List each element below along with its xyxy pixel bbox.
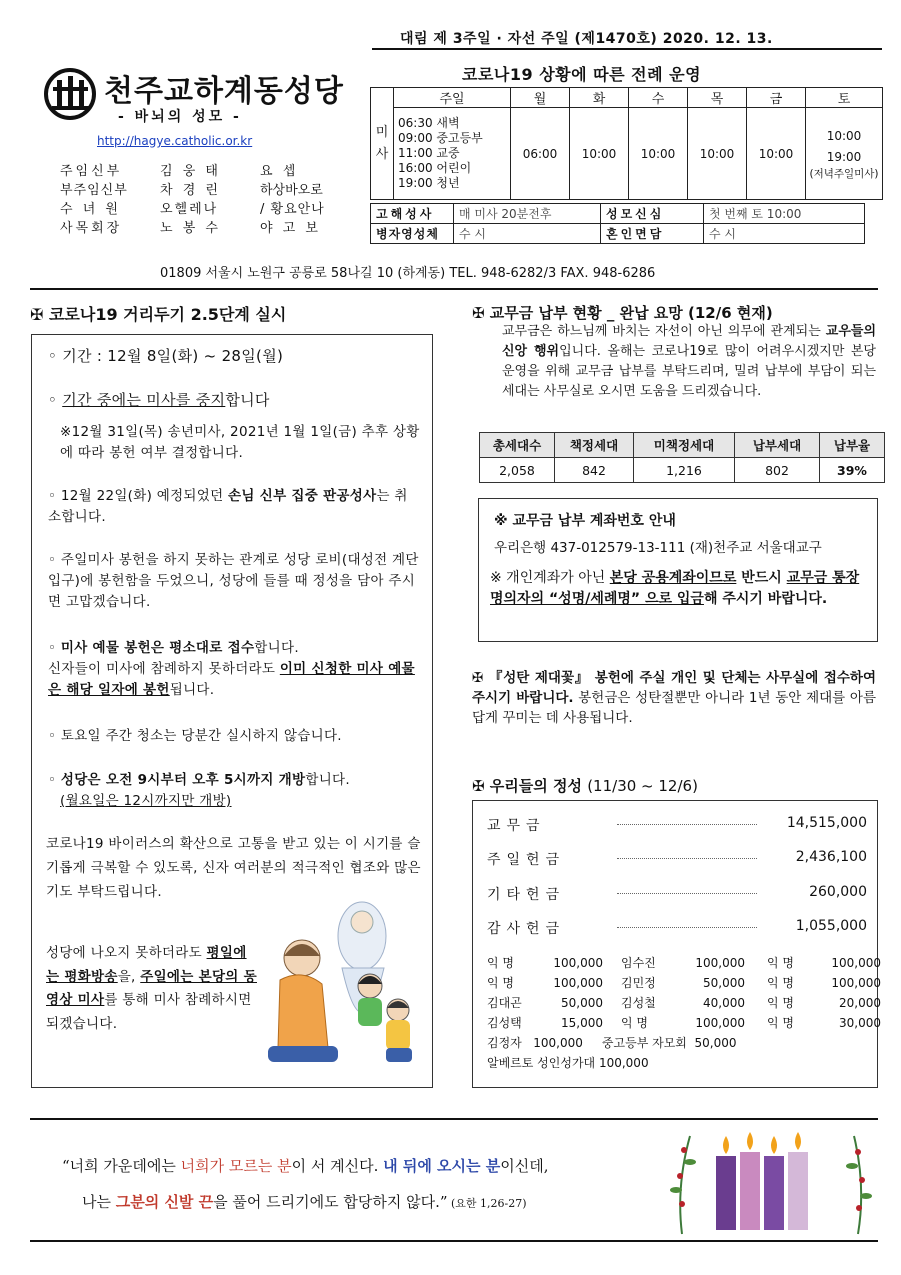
divider [30,288,878,290]
account-note: ※ 개인계좌가 아닌 본당 공용계좌이므로 반드시 교무금 통장 명의자의 “성명/세례명” 으로 입금해 주시기 바랍니다. [490,570,860,607]
sunday-times: 06:30 새벽 09:00 중고등부 11:00 교중 16:00 어린이 19:00 청년 [394,108,511,200]
info-value: 매 미사 20분전후 [454,204,601,224]
dues-col-header: 책정세대 [555,433,634,458]
account-title: ※ 교무금 납부 계좌번호 안내 [494,513,676,529]
mass-row-label: 미사 [371,88,394,200]
dues-cell: 842 [555,458,634,483]
advent-candles-illustration [668,1126,874,1236]
weekday-time: 10:00 [629,108,688,200]
day-header: 토 [806,88,883,108]
weekday-time: 10:00 [570,108,629,200]
divider [372,48,882,50]
donor-extra: 김정자 100,000 중고등부 자모회 50,000 [487,1036,737,1050]
offering-total-row: 교무금 14,515,000 [487,815,867,834]
notice-cleaning: ◦ 토요일 주간 청소는 당분간 실시하지 않습니다. [48,728,342,744]
offering-total-row: 주일헌금 2,436,100 [487,849,867,868]
dues-cell: 2,058 [480,458,555,483]
mass-schedule-title: 코로나19 상황에 따른 전례 운영 [462,65,702,84]
praying-family-illustration [262,898,426,1080]
staff-row: 주임신부 김 웅 태 요 셉 [60,164,299,179]
donor-row: 김성택 15,000 익 명 100,000 익 명 30,000 [487,1016,881,1030]
weekday-time: 10:00 [747,108,806,200]
weekday-time: 10:00 [688,108,747,200]
notice-offering-box: ◦ 주일미사 봉헌을 하지 못하는 관계로 성당 로비(대성전 계단 입구)에 봉헌함을 두었으니, 성당에 들를 때 정성을 담아 주시면 고맙겠습니다. [48,552,419,610]
notice-suspend: ◦ 기간 중에는 미사를 중지합니다 [48,391,270,409]
info-key: 병자영성체 [371,224,454,244]
donor-extra: 알베르토 성인성가대 100,000 [487,1056,649,1070]
staff-row: 부주임신부 차 경 린 하상바오로 [60,183,323,198]
notice-opening: ◦ 성당은 오전 9시부터 오후 5시까지 개방합니다. (월요일은 12시까지만 개방) [48,772,350,809]
parish-motto: - 바뇌의 성모 - [118,109,242,125]
donor-row: 김대곤 50,000 김성철 40,000 익 명 20,000 [487,996,881,1010]
dues-col-header: 미책정세대 [634,433,735,458]
notice-broadcast: 성당에 나오지 못하더라도 평일에는 평화방송을, 주일에는 본당의 동영상 미사를 통해 미사 참례하시면 되겠습니다. [46,945,257,1032]
notice-mass-request: ◦ 미사 예물 봉헌은 평소대로 접수합니다. 신자들이 미사에 참례하지 못하더라도 이미 신청한 미사 예물은 해당 일자에 봉헌됩니다. [48,640,415,698]
dues-col-header: 총세대수 [480,433,555,458]
dues-col-header: 납부세대 [735,433,820,458]
info-value: 수 시 [454,224,601,244]
dues-heading: ✠ 교무금 납부 현황 _ 완납 요망 (12/6 현재) [472,304,773,322]
notice-period: ◦ 기간 : 12월 8일(화) ~ 28일(월) [48,347,284,365]
offering-total-row: 감사헌금 1,055,000 [487,918,867,937]
day-header: 목 [688,88,747,108]
donor-row: 익 명 100,000 임수진 100,000 익 명 100,000 [487,956,881,970]
weekday-time: 06:00 [511,108,570,200]
offerings-box [472,800,881,1088]
notice-confession: ◦ 12월 22일(화) 예정되었던 손님 신부 집중 판공성사는 취소합니다. [48,488,408,525]
parish-address: 01809 서울시 노원구 공릉로 58나길 10 (하계동) TEL. 948-6282/3 FAX. 948-6286 [160,266,656,281]
saturday-times: 10:00 19:00 (저녁주일미사) [806,108,883,200]
scripture-quote: “너희 가운데에는 너희가 모르는 분이 서 계신다. 내 뒤에 오시는 분이신데, 나는 그분의 신발 끈을 풀어 드리기에도 합당하지 않다.” (요한 1,26-27) [62,1157,549,1211]
dues-table [479,432,885,483]
staff-row: 수 녀 원 오헬레나 / 황요안나 [60,202,325,217]
info-key: 성모신심 [601,204,704,224]
dues-cell: 39% [820,458,885,483]
mass-schedule-table [370,87,883,200]
day-header: 수 [629,88,688,108]
issue-line: 대림 제 3주일 · 자선 주일 (제1470호) 2020. 12. 13. [400,31,773,47]
dues-cell: 1,216 [634,458,735,483]
info-key: 고해성사 [371,204,454,224]
sacrament-info-table [370,203,865,244]
dues-cell: 802 [735,458,820,483]
dues-col-header: 납부율 [820,433,885,458]
info-key: 혼인면담 [601,224,704,244]
divider [30,1240,878,1242]
day-header: 월 [511,88,570,108]
day-header: 화 [570,88,629,108]
donor-list [487,953,881,1073]
dues-paragraph: 교무금은 하느님께 바치는 자선이 아닌 의무에 관계되는 교우들의 신앙 행위입니다. 올해는 코로나19로 많이 어려우시겠지만 본당 운영을 위해 교무금 납부를 부탁드리며, 밀려 납부에 부담이 되는 세대는 사무실로 오시면 도움을 드리겠습니다. [502,324,876,399]
day-header: 주일 [394,88,511,108]
offering-total-row: 기타헌금 260,000 [487,884,867,903]
info-value: 첫 번째 토 10:00 [704,204,865,224]
parish-name: 천주교하계동성당 [104,74,344,109]
offerings-heading: ✠ 우리들의 정성 (11/30 ~ 12/6) [472,777,698,795]
divider [30,1118,878,1120]
staff-row: 사목회장 노 봉 수 야 고 보 [60,221,321,236]
donor-row: 익 명 100,000 김민정 50,000 익 명 100,000 [487,976,881,990]
account-number: 우리은행 437-012579-13-111 (재)천주교 서울대교구 [494,540,822,556]
parish-url-link[interactable]: http://hagye.catholic.or.kr [97,134,253,148]
flower-notice: ✠ 『성탄 제대꽃』 봉헌에 주실 개인 및 단체는 사무실에 접수하여 주시기 바랍니다. 봉헌금은 성탄절뿐만 아니라 1년 동안 제대를 아름답게 꾸미는 데 사용됩니다. [472,670,876,726]
notice-yearend: ※12월 31일(목) 송년미사, 2021년 1월 1일(금) 추후 상황에 따라 봉헌 여부 결정합니다. [60,424,420,461]
day-header: 금 [747,88,806,108]
notice-appeal: 코로나19 바이러스의 확산으로 고통을 받고 있는 이 시기를 슬기롭게 극복할 수 있도록, 신자 여러분의 적극적인 협조와 많은 기도 부탁드립니다. [46,836,421,900]
parish-logo-icon [44,68,96,120]
info-value: 수 시 [704,224,865,244]
covid-heading: ✠ 코로나19 거리두기 2.5단계 실시 [30,305,287,324]
staff-list [60,162,360,238]
